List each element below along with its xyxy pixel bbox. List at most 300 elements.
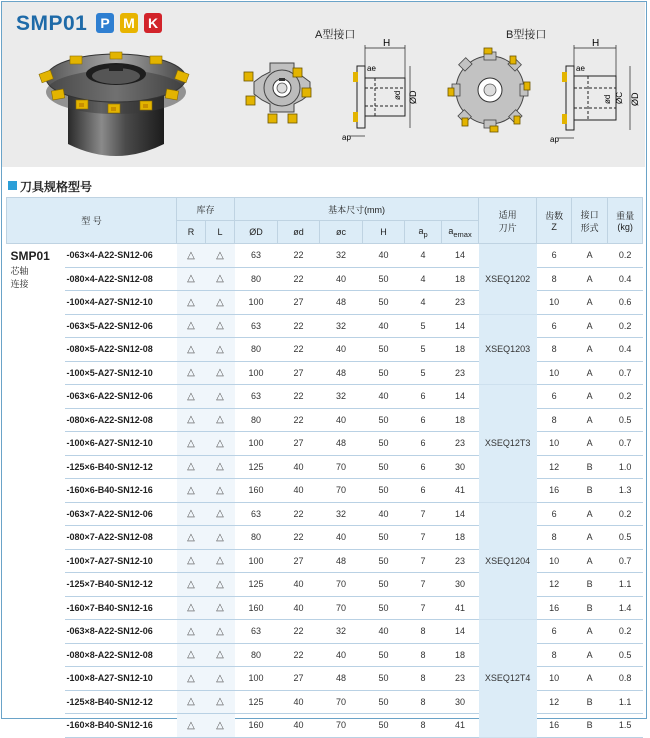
dim-cell-d: 40 bbox=[278, 596, 320, 620]
dim-cell-d: 22 bbox=[278, 338, 320, 362]
weight-cell: 0.4 bbox=[608, 338, 643, 362]
diagram-b-title: B型接口 bbox=[506, 29, 547, 41]
weight-cell: 1.0 bbox=[608, 455, 643, 479]
dim-cell-c: 70 bbox=[320, 479, 363, 503]
dim-cell-ae: 18 bbox=[442, 643, 479, 667]
stock-r-cell: △ bbox=[177, 385, 206, 409]
dim-cell-c: 48 bbox=[320, 291, 363, 315]
stock-l-cell: △ bbox=[206, 714, 235, 738]
dim-cell-D: 80 bbox=[235, 338, 278, 362]
dim-cell-D: 100 bbox=[235, 291, 278, 315]
stock-l-cell: △ bbox=[206, 690, 235, 714]
table-row bbox=[7, 502, 643, 526]
stock-l-cell: △ bbox=[206, 432, 235, 456]
table-row bbox=[7, 596, 643, 620]
interface-cell: B bbox=[572, 479, 608, 503]
weight-cell: 0.2 bbox=[608, 244, 643, 268]
badge-p: P bbox=[96, 13, 114, 33]
stock-r-cell: △ bbox=[177, 526, 206, 550]
model-cell: -160×7-B40-SN12-16 bbox=[65, 596, 177, 620]
interface-cell: A bbox=[572, 643, 608, 667]
dim-cell-ae: 18 bbox=[442, 408, 479, 432]
badge-m: M bbox=[120, 13, 138, 33]
teeth-cell: 12 bbox=[537, 573, 572, 597]
model-cell: -080×5-A22-SN12-08 bbox=[65, 338, 177, 362]
teeth-cell: 8 bbox=[537, 338, 572, 362]
teeth-cell: 12 bbox=[537, 455, 572, 479]
interface-cell: B bbox=[572, 690, 608, 714]
dim-cell-ae: 41 bbox=[442, 714, 479, 738]
model-cell: -100×5-A27-SN12-10 bbox=[65, 361, 177, 385]
insert-cell: XSEQ12T3 bbox=[479, 385, 537, 503]
dim-cell-d: 22 bbox=[278, 385, 320, 409]
dim-cell-c: 40 bbox=[320, 338, 363, 362]
header-panel bbox=[2, 2, 645, 167]
dim-cell-D: 100 bbox=[235, 549, 278, 573]
dim-cell-D: 80 bbox=[235, 408, 278, 432]
weight-cell: 0.5 bbox=[608, 643, 643, 667]
spec-table bbox=[6, 197, 643, 738]
dim-cell-ap: 8 bbox=[405, 690, 442, 714]
teeth-cell: 6 bbox=[537, 385, 572, 409]
col-stock-header: 库存 bbox=[177, 198, 235, 221]
model-cell: -080×8-A22-SN12-08 bbox=[65, 643, 177, 667]
weight-cell: 1.3 bbox=[608, 479, 643, 503]
insert-cell: XSEQ12T4 bbox=[479, 620, 537, 738]
stock-r-cell: △ bbox=[177, 596, 206, 620]
model-cell: -125×7-B40-SN12-12 bbox=[65, 573, 177, 597]
dim-cell-D: 125 bbox=[235, 455, 278, 479]
stock-r-cell: △ bbox=[177, 573, 206, 597]
table-row bbox=[7, 408, 643, 432]
dim-cell-H: 50 bbox=[363, 573, 405, 597]
weight-cell: 0.5 bbox=[608, 526, 643, 550]
stock-l-cell: △ bbox=[206, 244, 235, 268]
teeth-cell: 10 bbox=[537, 432, 572, 456]
teeth-cell: 10 bbox=[537, 667, 572, 691]
stock-l-cell: △ bbox=[206, 455, 235, 479]
interface-cell: A bbox=[572, 526, 608, 550]
model-cell: -080×7-A22-SN12-08 bbox=[65, 526, 177, 550]
stock-r-cell: △ bbox=[177, 267, 206, 291]
col-teeth-header: 齿数 Z bbox=[537, 198, 572, 244]
label-h-b: H bbox=[592, 38, 600, 49]
interface-cell: B bbox=[572, 573, 608, 597]
weight-cell: 1.1 bbox=[608, 573, 643, 597]
table-row bbox=[7, 690, 643, 714]
dim-cell-D: 125 bbox=[235, 573, 278, 597]
dim-cell-ae: 18 bbox=[442, 526, 479, 550]
dim-cell-D: 63 bbox=[235, 385, 278, 409]
interface-cell: A bbox=[572, 244, 608, 268]
interface-cell: A bbox=[572, 502, 608, 526]
label-d-b: ød bbox=[603, 94, 612, 104]
cutter-front-view-a bbox=[244, 63, 311, 123]
stock-l-cell: △ bbox=[206, 549, 235, 573]
dim-cell-ap: 6 bbox=[405, 408, 442, 432]
table-row bbox=[7, 385, 643, 409]
dim-cell-ap: 4 bbox=[405, 291, 442, 315]
weight-cell: 0.7 bbox=[608, 549, 643, 573]
diagram-b bbox=[442, 38, 647, 163]
dim-cell-ae: 41 bbox=[442, 596, 479, 620]
col-stock-l: L bbox=[206, 221, 235, 244]
dim-cell-ap: 7 bbox=[405, 573, 442, 597]
dim-cell-c: 40 bbox=[320, 526, 363, 550]
stock-r-cell: △ bbox=[177, 455, 206, 479]
label-ae-b: ae bbox=[576, 64, 585, 73]
cutter-front-view-b bbox=[448, 48, 530, 132]
dim-cell-H: 50 bbox=[363, 667, 405, 691]
dim-cell-ap: 7 bbox=[405, 502, 442, 526]
weight-cell: 0.6 bbox=[608, 291, 643, 315]
stock-r-cell: △ bbox=[177, 338, 206, 362]
table-row bbox=[7, 267, 643, 291]
dim-cell-ae: 30 bbox=[442, 690, 479, 714]
dim-cell-ae: 14 bbox=[442, 244, 479, 268]
dim-cell-ap: 7 bbox=[405, 596, 442, 620]
col-insert-header: 适用 刀片 bbox=[479, 198, 537, 244]
section-marker bbox=[8, 181, 17, 190]
stock-l-cell: △ bbox=[206, 479, 235, 503]
label-outer-d-b: ØD bbox=[630, 92, 640, 106]
model-cell: -125×6-B40-SN12-12 bbox=[65, 455, 177, 479]
stock-l-cell: △ bbox=[206, 267, 235, 291]
teeth-cell: 8 bbox=[537, 526, 572, 550]
label-ae-a: ae bbox=[367, 64, 376, 73]
dim-cell-H: 50 bbox=[363, 291, 405, 315]
dim-cell-c: 70 bbox=[320, 690, 363, 714]
teeth-cell: 8 bbox=[537, 643, 572, 667]
dim-cell-H: 50 bbox=[363, 549, 405, 573]
stock-l-cell: △ bbox=[206, 385, 235, 409]
teeth-cell: 12 bbox=[537, 690, 572, 714]
dim-cell-c: 48 bbox=[320, 667, 363, 691]
stock-r-cell: △ bbox=[177, 643, 206, 667]
col-interface-header: 接口 形式 bbox=[572, 198, 608, 244]
model-cell: -100×8-A27-SN12-10 bbox=[65, 667, 177, 691]
dim-cell-d: 22 bbox=[278, 502, 320, 526]
dim-cell-H: 50 bbox=[363, 643, 405, 667]
stock-r-cell: △ bbox=[177, 244, 206, 268]
dim-cell-c: 40 bbox=[320, 267, 363, 291]
teeth-cell: 10 bbox=[537, 291, 572, 315]
table-row bbox=[7, 573, 643, 597]
model-cell: -063×4-A22-SN12-06 bbox=[65, 244, 177, 268]
table-row bbox=[7, 314, 643, 338]
col-c: øc bbox=[320, 221, 363, 244]
weight-cell: 1.1 bbox=[608, 690, 643, 714]
table-row bbox=[7, 667, 643, 691]
dim-cell-d: 27 bbox=[278, 432, 320, 456]
dim-cell-d: 40 bbox=[278, 690, 320, 714]
teeth-cell: 16 bbox=[537, 714, 572, 738]
dim-cell-H: 50 bbox=[363, 526, 405, 550]
dim-cell-ae: 30 bbox=[442, 455, 479, 479]
teeth-cell: 10 bbox=[537, 361, 572, 385]
stock-r-cell: △ bbox=[177, 714, 206, 738]
weight-cell: 0.2 bbox=[608, 502, 643, 526]
dim-cell-d: 40 bbox=[278, 714, 320, 738]
dim-cell-H: 50 bbox=[363, 267, 405, 291]
dim-cell-d: 22 bbox=[278, 643, 320, 667]
dim-cell-c: 48 bbox=[320, 549, 363, 573]
stock-r-cell: △ bbox=[177, 549, 206, 573]
model-cell: -160×6-B40-SN12-16 bbox=[65, 479, 177, 503]
interface-cell: A bbox=[572, 408, 608, 432]
badge-k: K bbox=[144, 13, 162, 33]
model-cell: -100×6-A27-SN12-10 bbox=[65, 432, 177, 456]
stock-l-cell: △ bbox=[206, 643, 235, 667]
dim-cell-d: 27 bbox=[278, 667, 320, 691]
dim-cell-H: 40 bbox=[363, 314, 405, 338]
dim-cell-H: 40 bbox=[363, 385, 405, 409]
interface-cell: A bbox=[572, 291, 608, 315]
dim-cell-H: 40 bbox=[363, 620, 405, 644]
dim-cell-ap: 8 bbox=[405, 643, 442, 667]
table-row bbox=[7, 714, 643, 738]
dim-cell-D: 160 bbox=[235, 714, 278, 738]
table-row bbox=[7, 291, 643, 315]
stock-r-cell: △ bbox=[177, 408, 206, 432]
table-row bbox=[7, 338, 643, 362]
weight-cell: 1.5 bbox=[608, 714, 643, 738]
dim-cell-ap: 6 bbox=[405, 455, 442, 479]
label-ap-a: ap bbox=[342, 133, 351, 142]
dim-cell-ae: 14 bbox=[442, 314, 479, 338]
interface-cell: A bbox=[572, 549, 608, 573]
dim-cell-H: 50 bbox=[363, 338, 405, 362]
model-cell: -160×8-B40-SN12-16 bbox=[65, 714, 177, 738]
col-dims-header: 基本尺寸(mm) bbox=[235, 198, 479, 221]
teeth-cell: 6 bbox=[537, 244, 572, 268]
stock-l-cell: △ bbox=[206, 596, 235, 620]
interface-cell: A bbox=[572, 385, 608, 409]
dim-cell-c: 32 bbox=[320, 385, 363, 409]
dim-cell-ap: 8 bbox=[405, 620, 442, 644]
dim-cell-d: 22 bbox=[278, 620, 320, 644]
dim-cell-D: 80 bbox=[235, 643, 278, 667]
interface-cell: A bbox=[572, 361, 608, 385]
weight-cell: 0.2 bbox=[608, 620, 643, 644]
table-row bbox=[7, 526, 643, 550]
dim-cell-d: 27 bbox=[278, 549, 320, 573]
dim-cell-ae: 23 bbox=[442, 291, 479, 315]
insert-cell: XSEQ1202 bbox=[479, 244, 537, 315]
stock-r-cell: △ bbox=[177, 620, 206, 644]
stock-r-cell: △ bbox=[177, 502, 206, 526]
dim-cell-d: 27 bbox=[278, 291, 320, 315]
dim-cell-D: 63 bbox=[235, 620, 278, 644]
stock-l-cell: △ bbox=[206, 314, 235, 338]
col-model-header: 型 号 bbox=[7, 198, 177, 244]
dim-cell-H: 50 bbox=[363, 361, 405, 385]
table-row bbox=[7, 361, 643, 385]
model-cell: -080×4-A22-SN12-08 bbox=[65, 267, 177, 291]
dim-cell-ae: 18 bbox=[442, 338, 479, 362]
dim-cell-ap: 5 bbox=[405, 314, 442, 338]
table-row bbox=[7, 479, 643, 503]
dim-cell-H: 40 bbox=[363, 244, 405, 268]
model-cell: -063×7-A22-SN12-06 bbox=[65, 502, 177, 526]
dim-cell-H: 50 bbox=[363, 432, 405, 456]
dim-cell-ap: 5 bbox=[405, 361, 442, 385]
diagram-a bbox=[230, 38, 425, 163]
model-cell: -063×5-A22-SN12-06 bbox=[65, 314, 177, 338]
teeth-cell: 10 bbox=[537, 549, 572, 573]
teeth-cell: 16 bbox=[537, 479, 572, 503]
dim-cell-c: 32 bbox=[320, 314, 363, 338]
dim-cell-c: 48 bbox=[320, 361, 363, 385]
dim-cell-ae: 14 bbox=[442, 502, 479, 526]
section-title: 刀具规格型号 bbox=[20, 180, 93, 194]
dim-cell-H: 50 bbox=[363, 408, 405, 432]
label-ap-b: ap bbox=[550, 135, 559, 144]
table-row bbox=[7, 620, 643, 644]
dim-cell-H: 50 bbox=[363, 455, 405, 479]
interface-cell: B bbox=[572, 714, 608, 738]
stock-l-cell: △ bbox=[206, 620, 235, 644]
diagram-a-title: A型接口 bbox=[315, 29, 356, 41]
stock-l-cell: △ bbox=[206, 338, 235, 362]
dim-cell-ap: 8 bbox=[405, 667, 442, 691]
teeth-cell: 6 bbox=[537, 502, 572, 526]
interface-cell: A bbox=[572, 314, 608, 338]
col-outer-d: ØD bbox=[235, 221, 278, 244]
weight-cell: 0.4 bbox=[608, 267, 643, 291]
stock-l-cell: △ bbox=[206, 408, 235, 432]
insert-cell: XSEQ1204 bbox=[479, 502, 537, 620]
model-cell: -063×6-A22-SN12-06 bbox=[65, 385, 177, 409]
dim-cell-ae: 18 bbox=[442, 267, 479, 291]
dim-cell-c: 48 bbox=[320, 432, 363, 456]
interface-cell: A bbox=[572, 267, 608, 291]
weight-cell: 0.7 bbox=[608, 432, 643, 456]
col-bore-d: ød bbox=[278, 221, 320, 244]
weight-cell: 0.2 bbox=[608, 385, 643, 409]
interface-cell: A bbox=[572, 338, 608, 362]
interface-cell: A bbox=[572, 667, 608, 691]
dim-cell-ae: 41 bbox=[442, 479, 479, 503]
product-title: SMP01 bbox=[16, 12, 88, 35]
label-c-b: ØC bbox=[615, 92, 624, 104]
model-cell: -080×6-A22-SN12-08 bbox=[65, 408, 177, 432]
col-h: H bbox=[363, 221, 405, 244]
weight-cell: 1.4 bbox=[608, 596, 643, 620]
model-cell: -125×8-B40-SN12-12 bbox=[65, 690, 177, 714]
model-cell: -100×4-A27-SN12-10 bbox=[65, 291, 177, 315]
col-stock-r: R bbox=[177, 221, 206, 244]
stock-r-cell: △ bbox=[177, 479, 206, 503]
interface-cell: B bbox=[572, 596, 608, 620]
weight-cell: 0.8 bbox=[608, 667, 643, 691]
dim-cell-c: 32 bbox=[320, 502, 363, 526]
label-d-a: ød bbox=[393, 90, 402, 100]
dim-cell-D: 63 bbox=[235, 502, 278, 526]
stock-l-cell: △ bbox=[206, 291, 235, 315]
stock-l-cell: △ bbox=[206, 526, 235, 550]
stock-l-cell: △ bbox=[206, 502, 235, 526]
dim-cell-ae: 14 bbox=[442, 620, 479, 644]
weight-cell: 0.7 bbox=[608, 361, 643, 385]
stock-r-cell: △ bbox=[177, 361, 206, 385]
series-label: SMP01 芯轴 连接 bbox=[10, 249, 50, 289]
dim-cell-c: 32 bbox=[320, 620, 363, 644]
model-cell: -063×8-A22-SN12-06 bbox=[65, 620, 177, 644]
table-row bbox=[7, 643, 643, 667]
dim-cell-ae: 23 bbox=[442, 361, 479, 385]
table-row bbox=[7, 244, 643, 268]
dim-cell-ae: 23 bbox=[442, 667, 479, 691]
dim-cell-d: 27 bbox=[278, 361, 320, 385]
interface-cell: B bbox=[572, 455, 608, 479]
dim-cell-H: 50 bbox=[363, 714, 405, 738]
dim-cell-D: 160 bbox=[235, 596, 278, 620]
dim-cell-D: 100 bbox=[235, 432, 278, 456]
stock-l-cell: △ bbox=[206, 667, 235, 691]
dim-cell-d: 22 bbox=[278, 408, 320, 432]
interface-cell: A bbox=[572, 432, 608, 456]
interface-cell: A bbox=[572, 620, 608, 644]
teeth-cell: 8 bbox=[537, 267, 572, 291]
dim-cell-c: 40 bbox=[320, 408, 363, 432]
dim-cell-d: 22 bbox=[278, 267, 320, 291]
dim-cell-c: 70 bbox=[320, 714, 363, 738]
dim-cell-H: 50 bbox=[363, 596, 405, 620]
dim-cell-c: 70 bbox=[320, 573, 363, 597]
teeth-cell: 8 bbox=[537, 408, 572, 432]
col-weight-header: 重量 (kg) bbox=[608, 198, 643, 244]
dim-cell-ae: 14 bbox=[442, 385, 479, 409]
model-cell: -100×7-A27-SN12-10 bbox=[65, 549, 177, 573]
dim-cell-d: 40 bbox=[278, 479, 320, 503]
dim-cell-d: 40 bbox=[278, 573, 320, 597]
stock-r-cell: △ bbox=[177, 291, 206, 315]
table-row bbox=[7, 455, 643, 479]
dim-cell-D: 63 bbox=[235, 314, 278, 338]
dim-cell-c: 70 bbox=[320, 455, 363, 479]
dim-cell-d: 22 bbox=[278, 526, 320, 550]
teeth-cell: 6 bbox=[537, 314, 572, 338]
dim-cell-D: 80 bbox=[235, 267, 278, 291]
dim-cell-H: 40 bbox=[363, 502, 405, 526]
dim-cell-H: 50 bbox=[363, 690, 405, 714]
dim-cell-H: 50 bbox=[363, 479, 405, 503]
dim-cell-D: 160 bbox=[235, 479, 278, 503]
dim-cell-ap: 6 bbox=[405, 432, 442, 456]
col-ae: $a_{emax}$ bbox=[442, 221, 479, 244]
dim-cell-ap: 4 bbox=[405, 267, 442, 291]
dim-cell-D: 100 bbox=[235, 667, 278, 691]
stock-r-cell: △ bbox=[177, 314, 206, 338]
dim-cell-ap: 7 bbox=[405, 526, 442, 550]
table-row bbox=[7, 549, 643, 573]
dim-cell-D: 100 bbox=[235, 361, 278, 385]
dim-cell-ap: 5 bbox=[405, 338, 442, 362]
weight-cell: 0.2 bbox=[608, 314, 643, 338]
tool-photo bbox=[30, 44, 195, 164]
dim-cell-ap: 7 bbox=[405, 549, 442, 573]
dim-cell-ae: 23 bbox=[442, 549, 479, 573]
stock-l-cell: △ bbox=[206, 573, 235, 597]
dim-cell-ap: 4 bbox=[405, 244, 442, 268]
dim-cell-ae: 30 bbox=[442, 573, 479, 597]
col-ap: $a_p$ bbox=[405, 221, 442, 244]
dim-cell-ap: 6 bbox=[405, 385, 442, 409]
dim-cell-ae: 23 bbox=[442, 432, 479, 456]
table-row bbox=[7, 432, 643, 456]
dim-cell-d: 22 bbox=[278, 314, 320, 338]
